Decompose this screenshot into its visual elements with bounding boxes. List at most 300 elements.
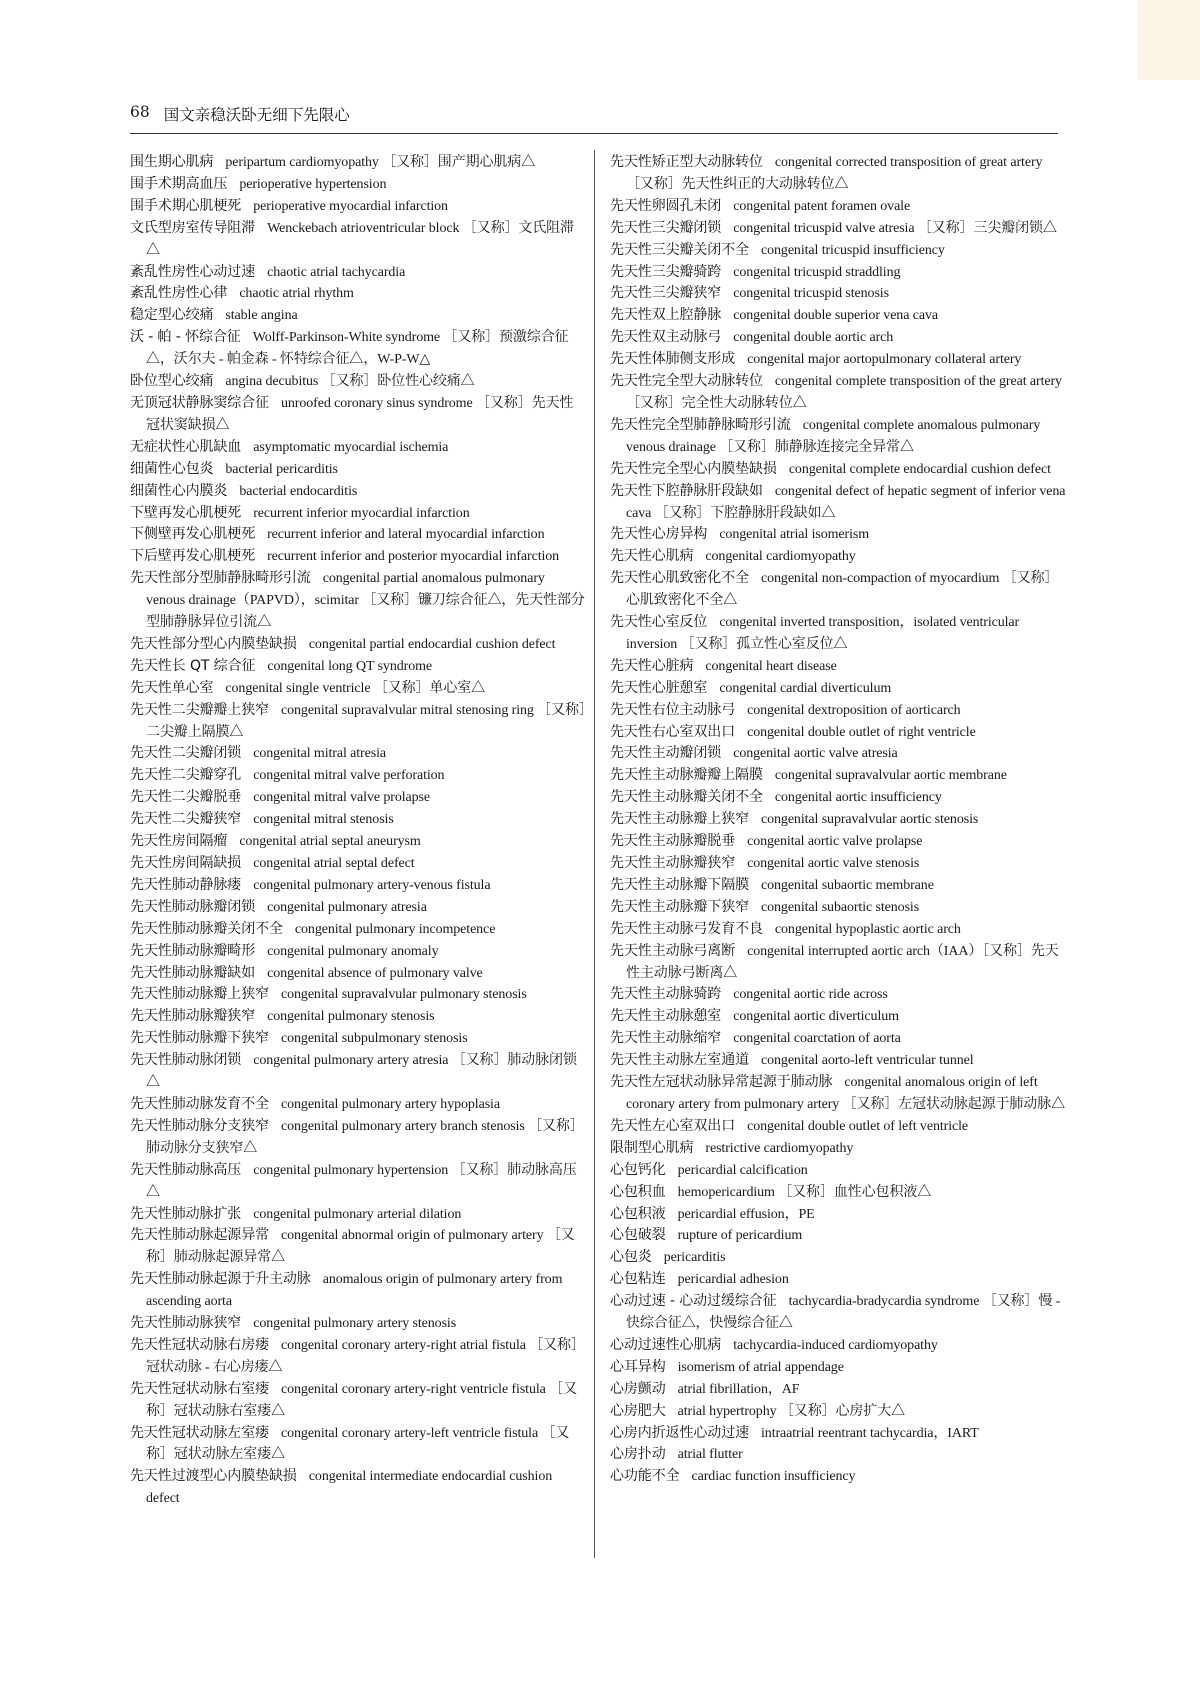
entry-definition: tachycardia-bradycardia syndrome ［又称］慢 - 快综合征△，快慢综合征△	[626, 1294, 1061, 1332]
entry-term: 先天性三尖瓣骑跨	[610, 263, 722, 280]
entry-term: 心房颤动	[610, 1380, 666, 1397]
entry-definition: congenital double superior vena cava	[733, 308, 938, 324]
glossary-entry	[610, 1138, 1066, 1160]
glossary-entry	[130, 656, 586, 678]
entry-definition: congenital subaortic stenosis	[761, 899, 920, 915]
entry-term: 心包破裂	[610, 1227, 666, 1244]
entry-definition: congenital anomalous origin of left coronary artery from pulmonary artery ［又称］左冠状动脉起源于肺动脉△	[626, 1075, 1066, 1112]
glossary-entry	[610, 1335, 1066, 1357]
entry-definition: restrictive cardiomyopathy	[705, 1140, 854, 1156]
entry-definition: congenital pulmonary artery hypoplasia	[281, 1096, 500, 1112]
entry-definition: recurrent inferior and lateral myocardial infarction	[267, 527, 545, 543]
glossary-entry	[610, 1357, 1066, 1379]
entry-term: 先天性二尖瓣狭窄	[130, 811, 242, 828]
entry-term: 先天性完全型大动脉转位	[610, 373, 763, 390]
glossary-entry	[610, 1028, 1066, 1050]
entry-term: 心包积血	[610, 1183, 666, 1200]
entry-term: 先天性肺动脉扩张	[130, 1205, 242, 1222]
entry-definition: stable angina	[225, 308, 298, 324]
entry-definition: congenital tricuspid straddling	[733, 264, 901, 280]
entry-term: 心动过速 - 心动过缓综合征	[610, 1293, 777, 1310]
entry-definition: pericardial adhesion	[677, 1272, 789, 1288]
glossary-entry	[610, 1291, 1066, 1335]
entry-term: 先天性过渡型心内膜垫缺损	[130, 1468, 297, 1485]
entry-definition: congenital supravalvular aortic membrane	[774, 768, 1007, 784]
glossary-entry	[130, 1094, 586, 1116]
glossary-entry	[130, 1225, 586, 1269]
entry-term: 心功能不全	[610, 1468, 680, 1485]
entry-definition: cardiac function insufficiency	[691, 1469, 856, 1485]
page-header-title: 国文亲稳沃卧无细下先限心	[163, 106, 350, 124]
glossary-entry	[610, 1466, 1066, 1488]
entry-definition: isomerism of atrial appendage	[677, 1359, 844, 1375]
glossary-entry	[610, 1444, 1066, 1466]
entry-definition: congenital double outlet of right ventricle	[747, 724, 976, 740]
entry-definition: congenital aortic insufficiency	[774, 790, 942, 806]
glossary-entry	[130, 1335, 586, 1379]
glossary-entry	[610, 1116, 1066, 1138]
entry-term: 先天性肺动脉瓣关闭不全	[130, 920, 283, 937]
glossary-entry	[610, 722, 1066, 744]
entry-definition: perioperative hypertension	[239, 176, 387, 192]
entry-term: 先天性下腔静脉肝段缺如	[610, 482, 763, 499]
glossary-entry	[610, 327, 1066, 349]
entry-definition: congenital aorto-left ventricular tunnel	[761, 1053, 974, 1069]
entry-term: 下壁再发心肌梗死	[130, 504, 242, 521]
glossary-entry	[610, 897, 1066, 919]
glossary-entry	[610, 1423, 1066, 1445]
glossary-entry	[610, 371, 1066, 415]
glossary-entry	[130, 941, 586, 963]
entry-term: 先天性肺动脉瓣下狭窄	[130, 1030, 269, 1047]
entry-definition: hemopericardium ［又称］血性心包积液△	[677, 1184, 932, 1200]
entry-term: 心耳异构	[610, 1358, 666, 1375]
page-header	[130, 103, 1058, 134]
glossary-entry	[130, 1466, 586, 1510]
glossary-entry	[610, 700, 1066, 722]
entry-term: 心包炎	[610, 1249, 652, 1266]
entry-definition: rupture of pericardium	[677, 1228, 803, 1244]
entry-term: 限制型心肌病	[610, 1139, 694, 1156]
entry-term: 紊乱性房性心律	[130, 285, 228, 302]
entry-definition: congenital single ventricle ［又称］单心室△	[225, 680, 486, 696]
glossary-entry	[130, 634, 586, 656]
entry-term: 先天性二尖瓣脱垂	[130, 789, 242, 806]
glossary-entry	[610, 152, 1066, 196]
glossary-entry	[610, 262, 1066, 284]
glossary-entry	[610, 1050, 1066, 1072]
glossary-entry	[130, 1116, 586, 1160]
entry-definition: congenital coarctation of aorta	[733, 1031, 901, 1047]
entry-term: 紊乱性房性心动过速	[130, 263, 256, 280]
entry-definition: congenital complete anomalous pulmonary venous drainage ［又称］肺静脉连接完全异常△	[626, 417, 1041, 455]
entry-definition: congenital double aortic arch	[733, 330, 894, 346]
glossary-entry	[130, 546, 586, 568]
glossary-entry	[610, 809, 1066, 831]
glossary-entry	[610, 853, 1066, 875]
entry-definition: Wolff-Parkinson-White syndrome ［又称］预激综合征△，沃尔夫 - 帕金森 - 怀特综合征△，W-P-W△	[146, 330, 569, 368]
entry-term: 先天性肺动脉发育不全	[130, 1095, 269, 1112]
entry-definition: pericardial effusion，PE	[677, 1206, 815, 1222]
entry-definition: congenital subaortic membrane	[761, 877, 934, 893]
entry-term: 先天性肺动静脉瘘	[130, 876, 242, 893]
entry-definition: congenital supravalvular aortic stenosis	[761, 812, 979, 828]
entry-definition: congenital non-compaction of myocardium ［又称］心肌致密化不全△	[626, 571, 1059, 609]
glossary-entry	[130, 1050, 586, 1094]
entry-definition: congenital complete transposition of the great artery ［又称］完全性大动脉转位△	[626, 374, 1062, 411]
entry-term: 下后壁再发心肌梗死	[130, 548, 256, 565]
glossary-entry	[130, 1423, 586, 1467]
entry-definition: anomalous origin of pulmonary artery from ascending aorta	[146, 1272, 563, 1310]
entry-term: 围手术期心肌梗死	[130, 197, 242, 214]
entry-definition: tachycardia-induced cardiomyopathy	[733, 1337, 938, 1353]
entry-definition: congenital abnormal origin of pulmonary artery ［又称］肺动脉起源异常△	[146, 1228, 575, 1266]
entry-term: 心包粘连	[610, 1271, 666, 1288]
entry-term: 无症状性心肌缺血	[130, 438, 242, 455]
entry-definition: congenital interrupted aortic arch（IAA）［又称］先天性主动脉弓断离△	[626, 943, 1059, 981]
entry-term: 先天性主动脉左室通道	[610, 1052, 749, 1069]
entry-term: 先天性主动脉瓣瓣上隔膜	[610, 767, 763, 784]
glossary-entry	[610, 524, 1066, 546]
glossary-entry	[610, 787, 1066, 809]
entry-definition: congenital corrected transposition of great artery ［又称］先天性纠正的大动脉转位△	[626, 155, 1043, 192]
entry-term: 先天性二尖瓣瓣上狭窄	[130, 701, 269, 718]
entry-definition: congenital pulmonary incompetence	[294, 921, 496, 937]
entry-term: 先天性肺动脉狭窄	[130, 1315, 242, 1332]
entry-term: 细菌性心包炎	[130, 460, 214, 477]
glossary-entry	[610, 240, 1066, 262]
entry-term: 心房肥大	[610, 1402, 666, 1419]
entry-term: 先天性冠状动脉右房瘘	[130, 1336, 269, 1353]
entry-definition: congenital mitral stenosis	[253, 812, 394, 828]
entry-term: 先天性双上腔静脉	[610, 307, 722, 324]
glossary-entry	[610, 678, 1066, 700]
glossary-entry	[610, 196, 1066, 218]
entry-term: 先天性三尖瓣闭锁	[610, 219, 722, 236]
glossary-entry	[610, 546, 1066, 568]
entry-term: 先天性房间隔缺损	[130, 855, 242, 871]
glossary-entry	[130, 503, 586, 525]
glossary-entry	[610, 349, 1066, 371]
entry-term: 先天性主动脉缩窄	[610, 1030, 722, 1047]
glossary-entry	[130, 196, 586, 218]
entry-definition: chaotic atrial rhythm	[239, 286, 354, 302]
entry-definition: congenital mitral valve perforation	[253, 768, 445, 784]
glossary-entry	[130, 174, 586, 196]
glossary-entry	[610, 1225, 1066, 1247]
glossary-entry	[610, 1379, 1066, 1401]
entry-definition: congenital tricuspid insufficiency	[761, 242, 945, 258]
entry-definition: congenital atrial isomerism	[719, 527, 870, 543]
entry-term: 先天性心脏病	[610, 657, 694, 674]
entry-term: 稳定型心绞痛	[130, 307, 214, 324]
glossary-entry	[130, 524, 586, 546]
glossary-entry	[130, 393, 586, 437]
entry-term: 先天性心室反位	[610, 614, 708, 631]
entry-term: 先天性肺动脉瓣闭锁	[130, 898, 256, 915]
glossary-entry	[610, 831, 1066, 853]
glossary-entry	[610, 612, 1066, 656]
glossary-entry	[610, 919, 1066, 941]
entry-term: 先天性右心室双出口	[610, 723, 736, 740]
entry-definition: congenital atrial septal defect	[253, 856, 415, 871]
glossary-entry	[610, 1006, 1066, 1028]
glossary-entry	[610, 984, 1066, 1006]
entry-definition: congenital inverted transposition，isolated ventricular inversion ［又称］孤立性心室反位△	[626, 615, 1020, 652]
glossary-entry	[610, 481, 1066, 525]
entry-term: 先天性肺动脉瓣狭窄	[130, 1008, 256, 1025]
entry-definition: congenital cardial diverticulum	[719, 680, 892, 696]
entry-definition: congenital aortic valve prolapse	[747, 834, 923, 850]
entry-term: 文氏型房室传导阻滞	[130, 219, 256, 236]
glossary-entry	[130, 1379, 586, 1423]
entry-term: 心包积液	[610, 1205, 666, 1222]
entry-term: 先天性心脏憩室	[610, 679, 708, 696]
entry-term: 先天性部分型心内膜垫缺损	[130, 635, 297, 652]
glossary-entry	[610, 1072, 1066, 1116]
glossary-entry	[130, 831, 586, 853]
glossary-entry	[130, 568, 586, 634]
glossary-entry	[130, 327, 586, 371]
entry-definition: bacterial pericarditis	[225, 461, 338, 477]
entry-definition: congenital coronary artery-left ventricle fistula ［又称］冠状动脉左室瘘△	[146, 1425, 570, 1463]
entry-term: 先天性心房异构	[610, 526, 708, 543]
entry-term: 先天性肺动脉瓣上狭窄	[130, 986, 269, 1003]
entry-term: 先天性矫正型大动脉转位	[610, 154, 763, 170]
glossary-entry	[130, 678, 586, 700]
entry-definition: bacterial endocarditis	[239, 483, 358, 499]
entry-term: 先天性右位主动脉弓	[610, 701, 736, 718]
entry-term: 先天性主动脉瓣关闭不全	[610, 789, 763, 806]
entry-term: 下侧壁再发心肌梗死	[130, 526, 256, 543]
entry-definition: congenital pulmonary hypertension ［又称］肺动脉高压△	[146, 1162, 577, 1200]
entry-definition: congenital cardiomyopathy	[705, 549, 856, 565]
entry-term: 先天性主动脉瓣狭窄	[610, 855, 736, 871]
entry-term: 无顶冠状静脉窦综合征	[130, 394, 269, 411]
entry-definition: perioperative myocardial infarction	[253, 198, 448, 214]
entry-term: 先天性主动脉弓离断	[610, 942, 736, 959]
glossary-entry	[130, 1006, 586, 1028]
entry-definition: congenital tricuspid stenosis	[733, 286, 889, 302]
glossary-entry	[130, 919, 586, 941]
entry-term: 先天性心肌病	[610, 548, 694, 565]
entry-definition: congenital pulmonary artery stenosis	[253, 1316, 457, 1332]
glossary-entry	[130, 481, 586, 503]
entry-definition: congenital coronary artery-right atrial fistula ［又称］冠状动脉 - 右心房瘘△	[146, 1337, 585, 1375]
entry-term: 先天性三尖瓣关闭不全	[610, 241, 749, 258]
glossary-entry	[610, 1269, 1066, 1291]
glossary-entry	[130, 152, 586, 174]
entry-definition: congenital pulmonary stenosis	[267, 1009, 435, 1025]
glossary-entry	[610, 941, 1066, 985]
entry-definition: congenital mitral atresia	[253, 746, 386, 762]
entry-definition: congenital aortic valve atresia	[733, 746, 898, 762]
entry-definition: congenital patent foramen ovale	[733, 198, 911, 214]
entry-term: 心房内折返性心动过速	[610, 1424, 749, 1441]
entry-term: 心动过速性心肌病	[610, 1336, 722, 1353]
entry-definition: congenital defect of hepatic segment of inferior vena cava ［又称］下腔静脉肝段缺如△	[626, 483, 1066, 521]
entry-definition: congenital pulmonary arterial dilation	[253, 1206, 462, 1222]
entry-definition: congenital subpulmonary stenosis	[281, 1031, 468, 1047]
glossary-entry	[130, 897, 586, 919]
glossary-entry	[130, 875, 586, 897]
right-column	[610, 152, 1066, 1488]
entry-term: 先天性二尖瓣闭锁	[130, 745, 242, 762]
entry-term: 先天性主动脉瓣下狭窄	[610, 898, 749, 915]
glossary-entry	[130, 1313, 586, 1335]
entry-term: 先天性主动脉弓发育不良	[610, 920, 763, 937]
entry-term: 围生期心肌病	[130, 154, 214, 170]
entry-definition: congenital hypoplastic aortic arch	[774, 921, 961, 937]
entry-term: 先天性主动脉瓣下隔膜	[610, 876, 749, 893]
entry-term: 先天性体肺侧支形成	[610, 351, 736, 368]
entry-definition: chaotic atrial tachycardia	[267, 264, 406, 280]
entry-term: 先天性房间隔瘤	[130, 833, 228, 850]
glossary-entry	[130, 262, 586, 284]
entry-term: 先天性单心室	[130, 679, 214, 696]
entry-term: 先天性主动瓣闭锁	[610, 745, 722, 762]
entry-definition: intraatrial reentrant tachycardia，IART	[761, 1425, 979, 1441]
entry-term: 先天性肺动脉分支狭窄	[130, 1117, 269, 1134]
entry-definition: peripartum cardiomyopathy ［又称］围产期心肌病△	[225, 155, 536, 170]
entry-term: 先天性完全型肺静脉畸形引流	[610, 416, 791, 433]
glossary-entry	[610, 656, 1066, 678]
entry-definition: atrial flutter	[677, 1447, 743, 1463]
entry-term: 先天性主动脉憩室	[610, 1008, 722, 1025]
entry-term: 先天性三尖瓣狭窄	[610, 285, 722, 302]
glossary-entry	[130, 743, 586, 765]
entry-term: 先天性二尖瓣穿孔	[130, 767, 242, 784]
glossary-entry	[130, 1269, 586, 1313]
entry-definition: congenital aortic valve stenosis	[747, 856, 920, 871]
glossary-entry	[130, 305, 586, 327]
entry-definition: congenital mitral valve prolapse	[253, 790, 430, 806]
entry-term: 先天性冠状动脉左室瘘	[130, 1424, 269, 1441]
glossary-entry	[610, 1182, 1066, 1204]
glossary-entry	[610, 1247, 1066, 1269]
entry-definition: congenital double outlet of left ventricle	[747, 1118, 968, 1134]
entry-definition: congenital pulmonary atresia	[267, 899, 427, 915]
left-column	[130, 152, 586, 1510]
glossary-entry	[130, 809, 586, 831]
glossary-entry	[610, 743, 1066, 765]
entry-term: 围手术期高血压	[130, 175, 228, 192]
entry-definition: unroofed coronary sinus syndrome ［又称］先天性冠状窦缺损△	[146, 395, 574, 433]
entry-term: 先天性左冠状动脉异常起源于肺动脉	[610, 1074, 833, 1091]
glossary-entry	[610, 875, 1066, 897]
glossary-entry	[610, 218, 1066, 240]
glossary-entry	[610, 415, 1066, 459]
entry-term: 卧位型心绞痛	[130, 373, 214, 390]
entry-definition: pericarditis	[663, 1250, 726, 1266]
entry-term: 先天性肺动脉高压	[130, 1161, 242, 1178]
entry-definition: pericardial calcification	[677, 1162, 808, 1178]
glossary-entry	[610, 1160, 1066, 1182]
entry-definition: congenital pulmonary anomaly	[267, 943, 439, 959]
entry-term: 先天性肺动脉瓣畸形	[130, 942, 256, 959]
entry-term: 先天性肺动脉起源异常	[130, 1227, 269, 1244]
entry-definition: angina decubitus ［又称］卧位性心绞痛△	[225, 374, 475, 390]
entry-term: 先天性肺动脉起源于升主动脉	[130, 1271, 311, 1288]
entry-term: 先天性肺动脉瓣缺如	[130, 964, 256, 981]
entry-term: 先天性完全型心内膜垫缺损	[610, 460, 777, 477]
entry-definition: congenital pulmonary artery-venous fistula	[253, 877, 491, 893]
entry-term: 先天性主动脉瓣上狭窄	[610, 811, 749, 828]
entry-definition: congenital tricuspid valve atresia ［又称］三尖瓣闭锁△	[733, 220, 1057, 236]
entry-definition: congenital complete endocardial cushion defect	[788, 461, 1051, 477]
entry-definition: congenital intermediate endocardial cushion defect	[146, 1469, 553, 1507]
glossary-entry	[610, 568, 1066, 612]
entry-term: 先天性肺动脉闭锁	[130, 1052, 242, 1069]
entry-definition: congenital supravalvular mitral stenosing ring ［又称］二尖瓣上隔膜△	[146, 702, 586, 740]
entry-definition: congenital aortic ride across	[733, 987, 888, 1003]
corner-tab-mark	[1138, 0, 1200, 80]
glossary-entry	[130, 218, 586, 262]
entry-term: 先天性卵圆孔未闭	[610, 197, 722, 214]
entry-definition: congenital major aortopulmonary collateral artery	[747, 352, 1022, 368]
glossary-entry	[610, 283, 1066, 305]
entry-definition: congenital atrial septal aneurysm	[239, 834, 421, 850]
entry-term: 心包钙化	[610, 1161, 666, 1178]
glossary-entry	[130, 437, 586, 459]
entry-term: 细菌性心内膜炎	[130, 482, 228, 499]
entry-term: 先天性长 QT 综合征	[130, 657, 256, 674]
entry-term: 心房扑动	[610, 1446, 666, 1463]
entry-definition: Wenckebach atrioventricular block ［又称］文氏阻滞△	[146, 220, 574, 258]
entry-definition: congenital partial anomalous pulmonary venous drainage（PAPVD），scimitar ［又称］镰刀综合征△，先天性部分型肺静脉异位引流△	[146, 571, 585, 631]
page-number: 68	[130, 103, 150, 121]
glossary-entry	[130, 371, 586, 393]
glossary-entry	[130, 787, 586, 809]
entry-term: 沃 - 帕 - 怀综合征	[130, 329, 241, 346]
entry-definition: recurrent inferior and posterior myocardial infarction	[267, 549, 560, 565]
column-divider	[594, 150, 595, 1558]
glossary-entry	[130, 1028, 586, 1050]
glossary-entry	[130, 459, 586, 481]
entry-definition: congenital long QT syndrome	[267, 658, 432, 674]
entry-term: 先天性主动脉瓣脱垂	[610, 833, 736, 850]
glossary-entry	[130, 984, 586, 1006]
entry-definition: congenital pulmonary artery atresia ［又称］肺动脉闭锁△	[146, 1053, 577, 1091]
entry-definition: congenital partial endocardial cushion defect	[308, 636, 556, 652]
entry-definition: congenital heart disease	[705, 658, 837, 674]
entry-definition: asymptomatic myocardial ischemia	[253, 439, 449, 455]
glossary-entry	[610, 305, 1066, 327]
entry-definition: congenital absence of pulmonary valve	[267, 965, 483, 981]
entry-definition: congenital dextroposition of aorticarch	[747, 702, 961, 718]
glossary-entry	[130, 1204, 586, 1226]
entry-term: 先天性心肌致密化不全	[610, 570, 749, 587]
glossary-entry	[130, 283, 586, 305]
entry-definition: congenital pulmonary artery branch stenosis ［又称］肺动脉分支狭窄△	[146, 1118, 584, 1156]
entry-definition: recurrent inferior myocardial infarction	[253, 505, 470, 521]
glossary-entry	[610, 459, 1066, 481]
entry-definition: congenital supravalvular pulmonary stenosis	[281, 987, 527, 1003]
entry-definition: congenital aortic diverticulum	[733, 1009, 899, 1025]
glossary-entry	[610, 765, 1066, 787]
glossary-entry	[130, 765, 586, 787]
entry-definition: atrial fibrillation，AF	[677, 1381, 800, 1397]
glossary-entry	[130, 963, 586, 985]
glossary-entry	[130, 1160, 586, 1204]
glossary-entry	[130, 853, 586, 875]
entry-term: 先天性部分型肺静脉畸形引流	[130, 570, 311, 587]
entry-term: 先天性冠状动脉右室瘘	[130, 1380, 269, 1397]
glossary-entry	[610, 1401, 1066, 1423]
glossary-entry	[610, 1204, 1066, 1226]
entry-definition: atrial hypertrophy ［又称］心房扩大△	[677, 1403, 905, 1419]
entry-term: 先天性双主动脉弓	[610, 329, 722, 346]
